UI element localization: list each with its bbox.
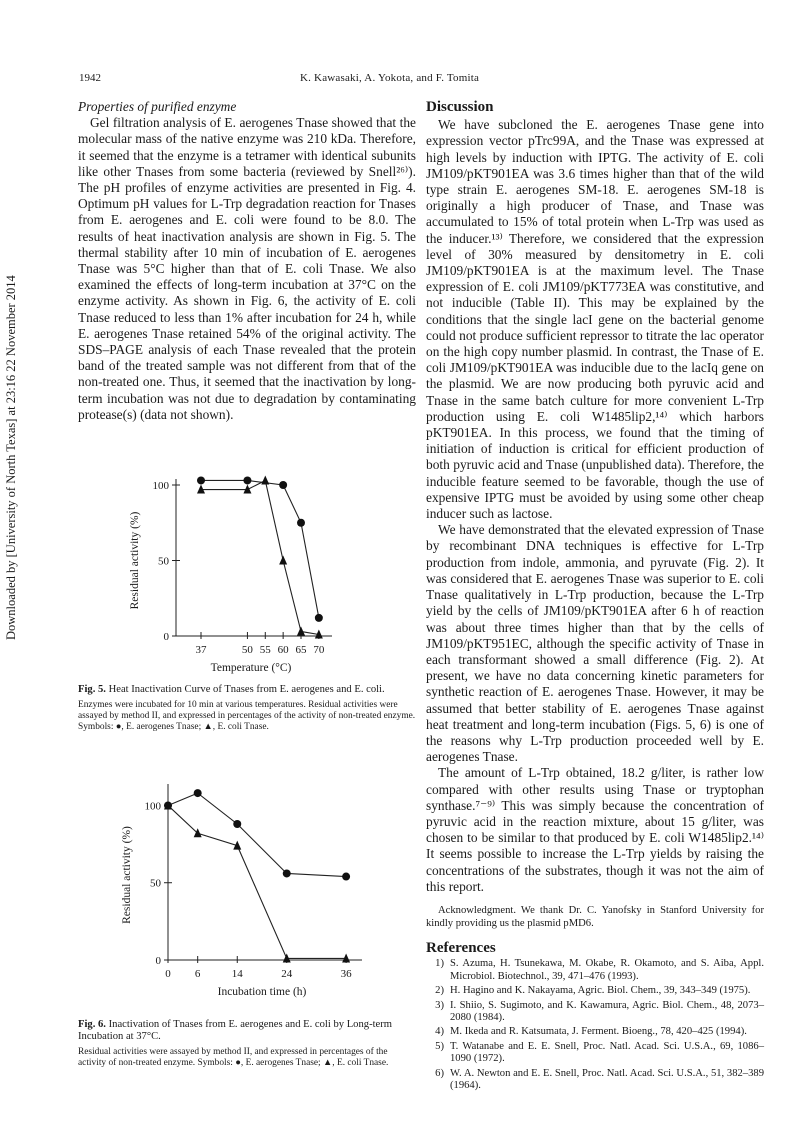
right-column [426,99,764,1094]
data-point-circle [342,873,350,881]
x-tick-label: 6 [194,968,201,980]
series-line [201,480,319,634]
references-title: References [426,940,496,957]
reference-item [426,958,764,983]
reference-item [426,1068,764,1093]
references-section [426,940,764,1092]
data-point-triangle [261,475,269,484]
download-watermark-text: Downloaded by [University of North Texas] at 23:16 22 November 2014 [4,275,18,640]
data-point-triangle [279,556,287,565]
y-tick-label: 0 [155,955,161,967]
data-point-circle [233,820,241,828]
data-point-circle [197,476,205,484]
data-point-circle [279,481,287,489]
reference-text: H. Hagino and K. Nakayama, Agric. Biol. Chem., 39, 343–349 (1975). [450,985,751,997]
reference-text: W. A. Newton and E. E. Snell, Proc. Natl. Acad. Sci. U.S.A., 51, 382–389 (1964). [450,1067,764,1091]
y-tick-label: 50 [150,877,161,890]
reference-number: 5) [435,1040,444,1052]
fig5-title: Heat Inactivation Curve of Tnases from E. aerogenes and E. coli. [108,684,385,695]
section-title-discussion: Discussion [426,99,494,115]
fig6-title: Inactivation of Tnases from E. aerogenes and E. coli by Long-term Incubation at 37°C. [78,1019,393,1042]
data-point-circle [315,614,323,622]
series-line [201,480,319,617]
reference-number: 2) [435,985,444,997]
x-tick-label: 55 [259,644,271,656]
fig5-caption [78,684,416,696]
data-point-triangle [297,626,305,635]
data-point-triangle [194,828,202,837]
running-head: K. Kawasaki, A. Yokota, and F. Tomita [300,72,480,84]
fig5-chart [78,435,416,675]
reference-item [426,985,764,997]
left-column [78,99,416,423]
x-axis-label: Incubation time (h) [217,986,307,998]
x-tick-label: 37 [195,644,207,656]
reference-text: I. Shiio, S. Sugimoto, and K. Kawamura, Agric. Biol. Chem., 48, 2073–2080 (1984). [450,999,764,1023]
reference-number: 4) [435,1026,444,1038]
x-tick-label: 24 [281,968,293,980]
data-point-circle [194,789,202,797]
y-tick-label: 0 [163,631,169,643]
fig5-label: Fig. 5. [78,684,106,695]
x-tick-label: 70 [313,644,325,656]
reference-item [426,1026,764,1038]
discussion-paragraph-3: The amount of L-Trp obtained, 18.2 g/liter, is rather low compared with other results using Tnase or tryptophan synthase.⁷⁻⁹⁾ This was simply because the concentration of pyruvic acid in the reaction mixture, about 15 g/liter, was chosen to be similar to that produced by E. coli W1485lip2.¹⁴⁾ It seems possible to increase the L-Trp yields by raising the concentrations of the substrates, though it was not the aim of this report. [426,765,764,894]
data-point-circle [243,476,251,484]
fig6-note: Residual activities were assayed by method II, and expressed in percentages of the activity of non-treated enzyme. Symbols: ●, E. aerogenes Tnase; ▲, E. coli Tnase. [78,1047,389,1069]
x-axis-label: Temperature (°C) [210,662,292,674]
x-tick-label: 36 [340,968,352,980]
series-line [168,805,346,958]
reference-number: 3) [435,999,444,1011]
y-tick-label: 50 [158,555,169,568]
x-tick-label: 60 [277,644,289,656]
download-watermark [4,270,18,640]
reference-text: T. Watanabe and E. E. Snell, Proc. Natl. Acad. Sci. U.S.A., 69, 1086–1090 (1972). [450,1040,764,1065]
fig5-note: Enzymes were incubated for 10 min at various temperatures. Residual activities were assayed by method II, and expressed in percentages of the activity of non-treated enzyme. Symbols: ●, E. aerogenes Tnase; ▲, E. coli Tnase. [78,700,416,733]
fig6-chart [78,770,416,1010]
y-axis-label: Residual activity (%) [121,826,133,924]
y-tick-label: 100 [152,480,169,492]
page-number: 1942 [79,72,101,84]
properties-paragraph: Gel filtration analysis of E. aerogenes Tnase showed that the molecular mass of the native enzyme was 210 kDa. Therefore, it seemed that the enzyme is a tetramer with identical subunits like other Tnases from some bacteria (reviewed by Snell²⁶⁾). The pH profiles of enzyme activities are presented in Fig. 4. Optimum pH values for L-Trp degradation reaction for Tnases from E. aerogenes and E. coli were found to be 8.0. The results of heat inactivation analysis are shown in Fig. 5. The thermal stability after 10 min of incubation of E. aerogenes Tnase was 5°C higher than that of E. coli Tnase. We also examined the effects of long-term incubation at 37°C on the enzyme activity. As shown in Fig. 6, the activity of E. coli Tnase reduced to less than 1% after incubation for 24 h, while E. aerogenes Tnase retained 54% of the original activity. The SDS–PAGE analysis of each Tnase revealed that the protein band of the treated sample was not different from that of the non-treated one. Thus, it seemed that the inactivation by long-term incubation was not due to degradation by contaminating protease(s) (data not shown). [78,115,416,422]
x-tick-label: 65 [295,644,307,656]
figure-6 [78,770,416,1069]
discussion-paragraph-2: We have demonstrated that the elevated expression of Tnase by recombinant DNA techniques is effective for L-Trp production from indole, ammonia, and pyruvate (Fig. 2). It was considered that E. aerogenes Tnase was superior to E. coli Tnase qualitatively in L-Trp production, because the L-Trp yield by the cells of JM109/pKT901EA after 6 h of reaction was about three times higher than that by the cells of JM109/pKT951EC, although the specific activity of Tnase in each transformant showed a small difference (Fig. 2). At present, we have no data concerning kinetic parameters for synthetic reaction of E. aerogenes Tnase. However, it may be assumed that better stability of E. aerogenes Tnase against heat treatment and long-term incubation (Figs. 5, 6) is one of the reasons why L-Trp production proceeded well by E. aerogenes Tnase. [426,522,764,765]
fig6-caption [78,1019,416,1043]
y-axis-label: Residual activity (%) [129,511,141,610]
reference-number: 1) [435,958,444,970]
data-point-circle [297,519,305,527]
reference-text: M. Ikeda and R. Katsumata, J. Ferment. Bioeng., 78, 420–425 (1994). [450,1026,747,1038]
reference-text: S. Azuma, H. Tsunekawa, M. Okabe, R. Okamoto, and S. Aiba, Appl. Microbiol. Biotechnol., 39, 471–476 (1993). [450,958,764,982]
reference-number: 6) [435,1067,444,1079]
figure-5 [78,435,416,734]
y-tick-label: 100 [144,800,161,813]
x-tick-label: 50 [241,644,253,656]
x-tick-label: 0 [165,968,171,980]
discussion-paragraph-1: We have subcloned the E. aerogenes Tnase gene into expression vector pTrc99A, and the Tnase was expressed at high levels by induction with IPTG. The activity of E. coli JM109/pKT901EA was 3.6 times higher than that of the wild type strain E. aerogenes SM-18. E. aerogenes SM-18 is originally a high producer of Tnase, and Tnase was accumulated to 15% of total protein when L-Trp was used as the inducer.¹³⁾ Therefore, we considered that the expression level of 30% measured by densitometry in E. coli JM109/pKT901EA is at the maximum level. The Tnase expression of E. coli JM109/pKT773EA was constitutive, and not inducible (Table II). This may be explained by the conditions that the single lacI gene on the bacterial genome could not produce sufficient repressor to titrate the lac operator on the high copy number plasmid. In contrast, the Tnase of E. coli JM109/pKT901EA was inducible due to the lacIq gene on the plasmid. We are now producing both pyruvic acid and Tnase in the same batch culture for more convenient L-Trp production using E. coli W1485lip2,¹⁴⁾ which harbors pKT901EA. In this process, we found that the timing of initiation of induction is critical for efficient production of both pyruvic acid and Tnase (unpublished data). Therefore, the inducible feature seemed to be favorable, though the use of expensive IPTG must be avoided by using some other cheap inducer such as lactose. [426,117,764,522]
acknowledgment: Acknowledgment. We thank Dr. C. Yanofsky in Stanford University for kindly providing us the plasmid pMD6. [426,904,764,929]
fig6-label: Fig. 6. [78,1019,106,1030]
data-point-circle [283,869,291,877]
series-line [168,793,346,876]
x-tick-label: 14 [231,968,243,980]
reference-item [426,1000,764,1025]
reference-item [426,1041,764,1066]
section-title-properties: Properties of purified enzyme [78,99,237,114]
